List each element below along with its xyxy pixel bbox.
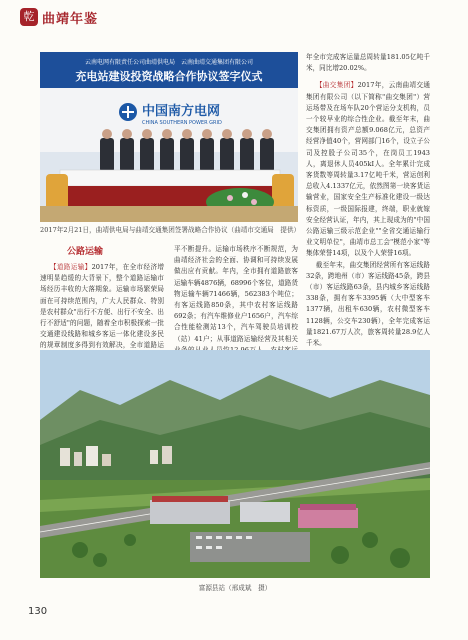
road-transport-continued: 平不断提升。运输市场秩序不断规范，为曲靖经济社会的全面、协调和可持续发展做出应有贡献。年内，全市拥有道路旅客运输车辆4876辆，68996个客位，道路货物运输车辆71466辆，562383个吨位；有客运线路850条，其中农村客运线路692条；有汽车维修业户1656户，汽车综合性能检测站13个，汽车驾驶员培训校（站）41户；从事道路运输经营及其相关	[174, 245, 298, 343]
banner-line-1: 云南电网有限责任公司曲靖供电局 云南曲靖交通集团有限公司	[84, 59, 254, 66]
banner-line-2: 充电站建设投资战略合作协议签字仪式	[75, 70, 263, 83]
grid-sign-en: CHINA SOUTHERN POWER GRID	[142, 120, 222, 126]
road-transport-ending: 年全市完成客运量总周转量181.05亿吨千米，同比增20.02%。	[306, 53, 430, 73]
road-transport-text: 2017年，在全市经济增速明显趋缓的大背景下，整个道路运输市场经历丰收的大落期象。运输市场繁荣局面在可持续范围内，广大人民群众、特别是农村群众"出行不方便、出行不安全、出行不舒适"的问题，随着全市积极探索一批交通建设线路和城乡客运一体化建设多民的规章制度多得到有效解决，全市道路运	[40, 263, 165, 350]
station-aerial-illustration	[40, 350, 430, 578]
article-column-3	[306, 52, 430, 383]
qujiao-routes-text: 截至年末，曲交集团经营所有客运线路32条，跨地州（市）客运线路45条，跨县（市）客运线路63条，县内城乡客运线路338条，拥有客车3395辆（大中型客车1377辆，出租车630辆，农村微型客车1128辆，公交车230辆），全年完成客运量1821.67万人次，旅客周转量28.9亿人千米。	[306, 260, 430, 348]
power-grid-logo-icon	[119, 103, 137, 121]
grid-sign-cn: 中国南方电网	[142, 104, 221, 119]
signing-ceremony-illustration	[40, 52, 298, 222]
station-aerial-photo	[40, 350, 430, 578]
top-photo-caption: 2017年2月21日，曲靖供电局与曲靖交通集团签署战略合作协议（曲靖市交通局 提供）	[40, 226, 301, 234]
qujiao-group-text: 2017年，云南曲靖交通集团有限公司（以下简称"曲交集团"）营运场带及在场车队20个营运分支机构，员一个较早业的综合性企业。截至年末，曲交集团拥有资产总额9.068亿元，总资产经营净值40个，营网部门16个，设立子公司及控股子公司35个，在岗员工1943人，离退休人员405kI人。全年累计完成客货数等周转量3.17亿吨千米，营运创利总收入4.1337亿元，依然图第一块客货运输营业，国家安全生产标准化建设一级达标资质，一级国际报建，终端，职业就嫁安全经营认证，年内，其上现成为的"中国公路运输三级示范企业""全省交通运输行业文明单位"，曲靖市总工会"模范小家"等集体荣誉14项，以及个人荣誉16项。	[306, 81, 431, 258]
qujiao-group-heading: 【曲交集团】	[315, 81, 358, 90]
bottom-photo-caption: 富源县站（邢成斌 摄）	[198, 584, 272, 592]
page-number: 130	[28, 606, 48, 617]
section-title: 公路运输	[66, 247, 103, 257]
yearbook-brand: 曲靖年鉴	[42, 12, 99, 27]
road-transport-heading: 【道路运输】	[49, 263, 92, 271]
ceremony-attendees	[100, 129, 274, 172]
yearbook-logo-icon: 亁	[20, 8, 38, 26]
page-header	[0, 0, 468, 34]
signing-ceremony-photo	[40, 52, 298, 222]
